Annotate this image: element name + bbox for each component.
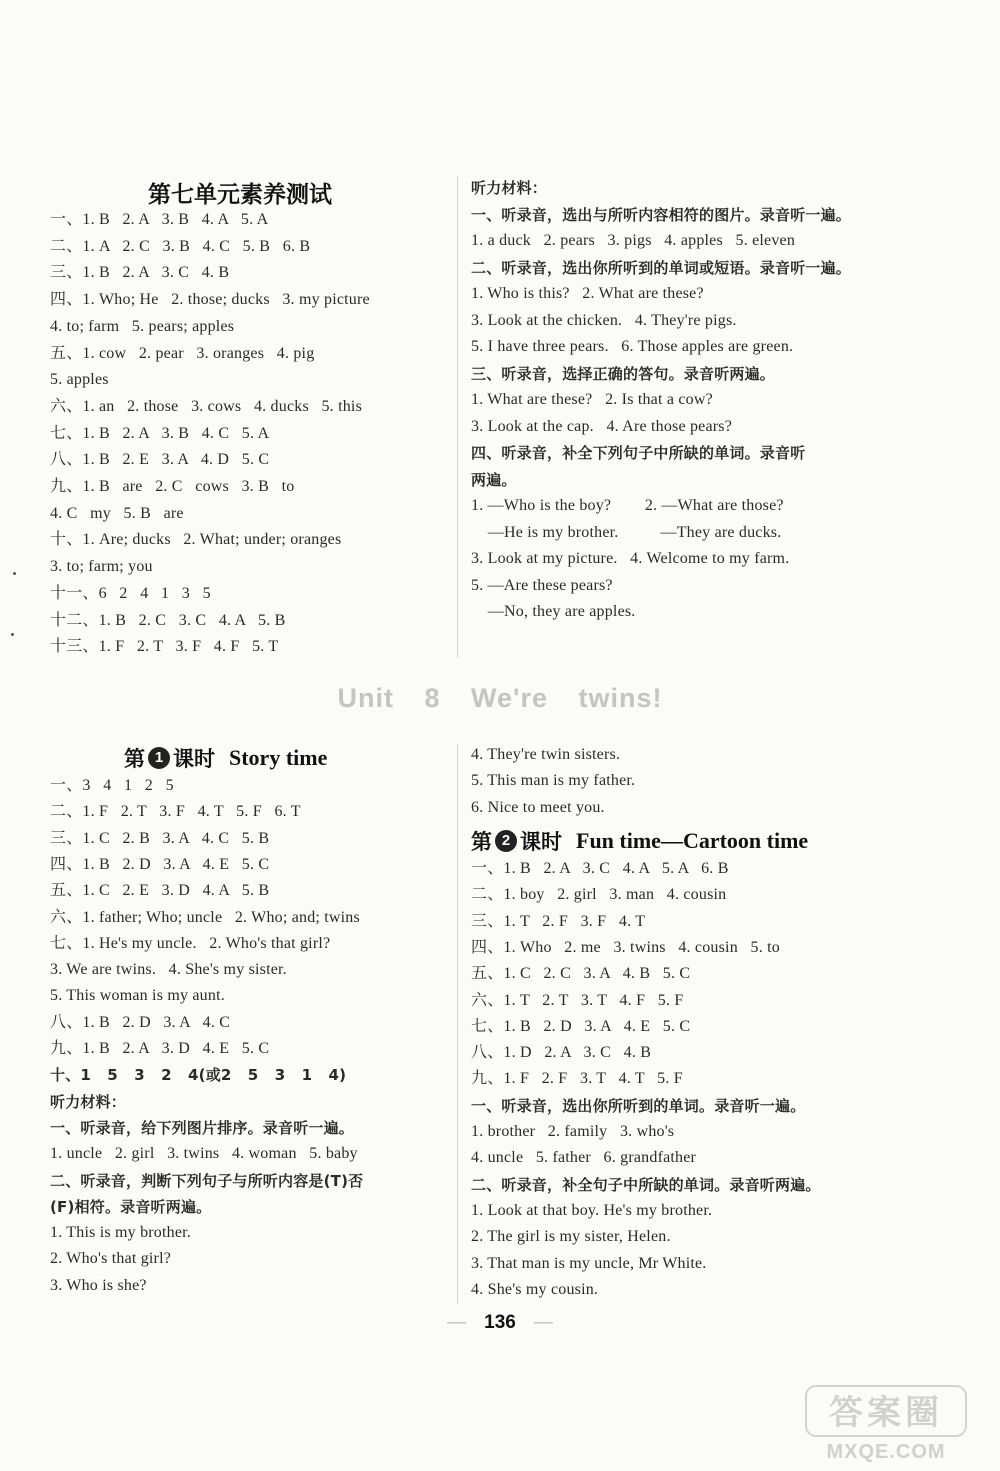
answer-line: 6. Nice to meet you. — [471, 798, 605, 816]
answer-line: 二、1. A 2. C 3. B 4. C 5. B 6. B — [50, 237, 311, 255]
answer-line: 八、1. B 2. E 3. A 4. D 5. C — [50, 451, 270, 469]
svg-text:MXQE.COM: MXQE.COM — [826, 1441, 946, 1463]
lesson1-number: 1 — [148, 747, 170, 769]
answer-line: 一、1. B 2. A 3. B 4. A 5. A — [50, 211, 269, 228]
listening-line: 1. a duck 2. pears 3. pigs 4. apples 5. eleven — [471, 232, 796, 249]
column-divider — [457, 176, 458, 658]
answer-line: 4. uncle 5. father 6. grandfather — [471, 1149, 697, 1167]
listening-line: 听力材料： — [471, 179, 548, 197]
answer-line: 二、1. F 2. T 3. F 4. T 5. F 6. T — [50, 803, 301, 821]
watermark-logo — [786, 1384, 986, 1464]
answer-line: 4. C my 5. B are — [50, 504, 184, 522]
answer-line: 七、1. B 2. D 3. A 4. E 5. C — [471, 1017, 691, 1035]
answer-line: 十二、1. B 2. C 3. C 4. A 5. B — [50, 611, 286, 629]
answer-line: 八、1. D 2. A 3. C 4. B — [471, 1044, 652, 1062]
listening-line: 三、听录音，选择正确的答句。录音听两遍。 — [471, 364, 776, 383]
answer-line: 二、听录音，判断下列句子与所听内容是(T)否 — [50, 1171, 364, 1190]
listening-line: 5. I have three pears. 6. Those apples are green. — [471, 338, 794, 355]
answer-line: 三、1. C 2. B 3. A 4. C 5. B — [50, 829, 270, 847]
answer-line: 1. uncle 2. girl 3. twins 4. woman 5. baby — [50, 1145, 358, 1163]
column-divider — [457, 744, 458, 1304]
lesson1-name: Story time — [229, 745, 328, 770]
lesson2-prefix: 第 — [471, 830, 492, 854]
listening-line: 3. Look at the cap. 4. Are those pears? — [471, 417, 733, 435]
listening-line: 一、听录音，选出与所听内容相符的图片。录音听一遍。 — [471, 205, 852, 224]
answer-line: 三、1. B 2. A 3. C 4. B — [50, 264, 230, 282]
answer-line: (F)相符。录音听两遍。 — [50, 1197, 212, 1216]
answer-line: 听力材料： — [50, 1092, 127, 1111]
listening-line: 5. —Are these pears? — [471, 576, 613, 594]
lesson2-suffix: 课时 — [520, 830, 562, 854]
listening-line: 3. Look at my picture. 4. Welcome to my farm. — [471, 550, 790, 567]
answer-line: 4. They're twin sisters. — [471, 746, 621, 763]
lesson1-title — [124, 743, 327, 773]
answer-line: 1. Look at that boy. He's my brother. — [471, 1201, 713, 1219]
listening-line: 1. —Who is the boy? 2. —What are those? — [471, 497, 784, 514]
answer-line: 一、1. B 2. A 3. C 4. A 5. A 6. B — [471, 860, 729, 877]
svg-text:答案圈: 答案圈 — [829, 1393, 943, 1433]
lesson2-title — [471, 826, 808, 856]
answer-line: 六、1. father; Who; uncle 2. Who; and; twins — [50, 908, 360, 926]
answer-line: 五、1. cow 2. pear 3. oranges 4. pig — [50, 344, 315, 362]
unit-title: Unit 8 We're twins! — [337, 683, 663, 713]
lesson2-number: 2 — [495, 830, 517, 852]
answer-line: 五、1. C 2. C 3. A 4. B 5. C — [471, 965, 691, 983]
lesson2-name: Fun time—Cartoon time — [576, 828, 809, 853]
answer-line: 九、1. F 2. F 3. T 4. T 5. F — [471, 1070, 683, 1088]
answer-line: 2. Who's that girl? — [50, 1250, 172, 1268]
watermark-icon — [786, 1384, 986, 1464]
answer-line: 一、3 4 1 2 5 — [50, 777, 174, 794]
answer-line: 5. This woman is my aunt. — [50, 987, 225, 1005]
speck — [13, 572, 16, 575]
listening-line: 两遍。 — [471, 470, 517, 489]
answer-line: 3. We are twins. 4. She's my sister. — [50, 961, 287, 979]
answer-line: 六、1. an 2. those 3. cows 4. ducks 5. this — [50, 397, 363, 415]
answer-line: 2. The girl is my sister, Helen. — [471, 1228, 671, 1246]
answer-line: 二、1. boy 2. girl 3. man 4. cousin — [471, 886, 727, 904]
page-number — [0, 1312, 1000, 1334]
answer-line: 三、1. T 2. F 3. F 4. T — [471, 912, 646, 930]
answer-line: 七、1. He's my uncle. 2. Who's that girl? — [50, 934, 331, 952]
answer-line: 九、1. B are 2. C cows 3. B to — [50, 478, 295, 495]
answer-line: 九、1. B 2. A 3. D 4. E 5. C — [50, 1040, 270, 1057]
answer-line: 八、1. B 2. D 3. A 4. C — [50, 1013, 231, 1031]
listening-line: —He is my brother. —They are ducks. — [471, 523, 782, 541]
listening-line: 二、听录音，选出你所听到的单词或短语。录音听一遍。 — [471, 258, 852, 277]
page-dash-left: — — [447, 1312, 467, 1333]
answer-line: 3. Who is she? — [50, 1276, 147, 1294]
listening-line: —No, they are apples. — [471, 603, 636, 620]
answer-line: 十一、6 2 4 1 3 5 — [50, 584, 211, 602]
answer-line: 5. This man is my father. — [471, 772, 636, 790]
answer-line: 七、1. B 2. A 3. B 4. C 5. A — [50, 424, 270, 442]
section-title: 第七单元素养测试 — [148, 181, 332, 208]
answer-line: 四、1. B 2. D 3. A 4. E 5. C — [50, 855, 270, 873]
answer-line: 四、1. Who; He 2. those; ducks 3. my picture — [50, 291, 370, 309]
answer-line: 十、1. Are; ducks 2. What; under; oranges — [50, 531, 342, 549]
answer-line: 1. brother 2. family 3. who's — [471, 1123, 675, 1140]
answer-line: 五、1. C 2. E 3. D 4. A 5. B — [50, 882, 270, 900]
lesson1-prefix: 第 — [124, 747, 145, 771]
answer-line: 一、听录音，选出你所听到的单词。录音听一遍。 — [471, 1096, 806, 1115]
answer-line: 十三、1. F 2. T 3. F 4. F 5. T — [50, 638, 279, 656]
answer-line: 六、1. T 2. T 3. T 4. F 5. F — [471, 991, 684, 1009]
speck — [11, 633, 14, 636]
answer-line: 1. This is my brother. — [50, 1224, 191, 1242]
answer-line: 3. That man is my uncle, Mr White. — [471, 1254, 707, 1272]
answer-line: 四、1. Who 2. me 3. twins 4. cousin 5. to — [471, 938, 780, 956]
listening-line: 四、听录音，补全下列句子中所缺的单词。录音听 — [471, 444, 806, 462]
answer-line: 十、1 5 3 2 4(或2 5 3 1 4) — [50, 1066, 347, 1085]
listening-line: 1. Who is this? 2. What are these? — [471, 285, 704, 302]
listening-line: 3. Look at the chicken. 4. They're pigs. — [471, 311, 737, 329]
answer-line: 一、听录音，给下列图片排序。录音听一遍。 — [50, 1118, 355, 1137]
page-number-value: 136 — [484, 1312, 516, 1333]
listening-line: 1. What are these? 2. Is that a cow? — [471, 391, 713, 408]
answer-line: 5. apples — [50, 371, 109, 389]
answer-line: 3. to; farm; you — [50, 558, 153, 576]
answer-line: 4. to; farm 5. pears; apples — [50, 317, 235, 335]
page-dash-right: — — [533, 1312, 553, 1333]
lesson1-suffix: 课时 — [173, 747, 215, 771]
answer-line: 4. She's my cousin. — [471, 1280, 599, 1298]
answer-line: 二、听录音，补全句子中所缺的单词。录音听两遍。 — [471, 1175, 821, 1194]
